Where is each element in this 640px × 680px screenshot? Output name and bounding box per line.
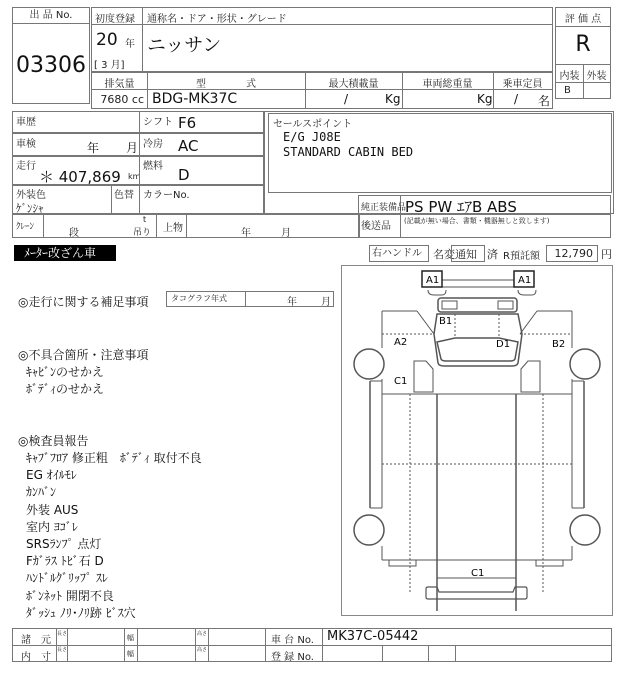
divider [186, 215, 187, 237]
inspection-label: 車検 [16, 139, 36, 150]
shift-value: F6 [178, 114, 197, 132]
divider [265, 629, 266, 661]
divider [382, 645, 383, 661]
divider [245, 292, 246, 306]
fuel-value: D [178, 166, 190, 184]
divider [455, 645, 456, 661]
sales-point-box [268, 113, 612, 193]
rear-light-right [536, 560, 563, 566]
max-load-unit: Kg [385, 92, 401, 106]
wheel-front-right [570, 349, 600, 379]
inspector-report-item: ﾀﾞｯｼｭ ﾉﾘ･ﾉﾘ跡 ﾋﾞｽ穴 [26, 605, 136, 620]
model-code: BDG-MK37C [152, 91, 238, 107]
lot-number: 03306 [16, 53, 86, 78]
divider [400, 215, 401, 237]
defect-item: ｷｬﾋﾞﾝのせかえ [26, 365, 105, 379]
defects-title: ◎不具合箇所・注意事項 [18, 348, 149, 362]
color-change-label: 色替 [114, 190, 134, 201]
crane-row [12, 214, 360, 238]
ac-value: AC [178, 137, 199, 155]
roof-light-right [498, 301, 513, 309]
sales-point-line: STANDARD CABIN BED [283, 145, 414, 159]
car-name: ニッサン [147, 34, 222, 56]
damage-diagram-frame [341, 265, 613, 616]
inner-dimensions-label: 内 寸 [21, 652, 51, 663]
panel-edge [417, 311, 434, 334]
width-label: 幅 [127, 650, 134, 658]
fuel-label: 燃料 [143, 161, 163, 172]
capacity-value: / [514, 92, 519, 106]
history-cell [12, 111, 140, 133]
ac-label: 冷房 [143, 139, 163, 150]
vehicle-name-box [91, 7, 553, 72]
grade-box [555, 7, 611, 99]
damage-mark: B1 [439, 316, 453, 327]
step-right [521, 361, 540, 392]
panel-edge [520, 311, 537, 334]
year-unit: 年 [125, 39, 135, 50]
divider [124, 629, 125, 661]
divider [43, 215, 44, 237]
cab-roof [438, 298, 517, 312]
divider [137, 629, 138, 661]
divider [556, 82, 610, 83]
wheel-front-left [354, 349, 384, 379]
divider [556, 26, 610, 27]
height-label: 高さ [197, 647, 208, 653]
mileage-unit: km [128, 172, 141, 181]
inspection-year: 年 [87, 141, 100, 155]
exterior-label: 外装 [586, 71, 607, 82]
first-registration-year: 20 [96, 30, 118, 50]
history-label: 車歴 [16, 117, 36, 128]
ac-cell [139, 133, 264, 156]
capacity-label: 乗車定員 [502, 79, 543, 90]
max-load-value: / [344, 92, 349, 106]
divider [428, 645, 429, 661]
wheel-rear-left [354, 515, 384, 545]
inspector-report-item: EG ｵｲﾙﾓﾚ [26, 468, 77, 483]
sales-point-label: セールスポイント [273, 119, 353, 130]
roof-light-left [442, 301, 457, 309]
damage-mark: A2 [394, 337, 408, 348]
first-registration-month: [ 3 月] [94, 60, 125, 71]
vehicle-name-label: 通称名・ドア・形状・グレード [147, 14, 287, 25]
divider [195, 629, 196, 661]
recycle-deposit-label: R預託額 [503, 251, 540, 262]
later-items-label: 後送品 [361, 221, 391, 232]
crane-label: ｸﾚｰﾝ [16, 222, 35, 232]
inspector-report-item: 室内 ﾖｺﾞﾚ [26, 519, 78, 534]
driving-notes-title: ◎走行に関する補足事項 [18, 295, 149, 309]
mileage-cell [12, 156, 140, 185]
model-label: 型 式 [196, 79, 256, 90]
inspection-cell [12, 133, 140, 156]
registration-number-label: 登 録 No. [271, 652, 314, 663]
inspection-month: 月 [126, 141, 139, 155]
interior-label: 内装 [559, 71, 580, 82]
grade-label: 評 価 点 [564, 14, 602, 25]
damage-mark: C1 [471, 568, 485, 579]
gross-weight-unit: Kg [477, 92, 493, 106]
crane-tonnage-unit: t [143, 215, 147, 224]
inspector-report-item: Fｶﾞﾗｽ ﾄﾋﾞ石 D [26, 554, 104, 569]
right-hand-drive-badge: 右ハンドル [369, 245, 429, 262]
wheel-rear-right [570, 515, 600, 545]
meter-tampered-badge: ﾒｰﾀｰ改ざん車 [14, 245, 116, 261]
spec-dimensions-label: 諸 元 [21, 635, 51, 646]
first-registration-label: 初度登録 [95, 14, 135, 25]
recycle-deposit-amount: 12,790 [546, 245, 598, 262]
shift-label: シフト [143, 117, 173, 128]
damage-mark: C1 [394, 376, 408, 387]
damage-mark: D1 [496, 339, 511, 350]
name-change-label: 名変通知 [433, 248, 477, 261]
inspector-report-item: 外装 AUS [26, 502, 79, 517]
divider [208, 629, 209, 661]
inspector-report-item: ﾎﾞﾝﾈｯﾄ 開閉不良 [26, 588, 114, 603]
inspector-report-item: SRSﾗﾝﾌﾟ 点灯 [26, 537, 102, 551]
crane-lift-label: 吊り [133, 228, 152, 238]
color-label: 外装色 [16, 190, 46, 201]
truck-diagram [342, 266, 612, 615]
color-change-cell [111, 185, 140, 214]
damage-mark: A1 [518, 275, 532, 286]
grade-score: R [575, 32, 591, 57]
rear-light-left [389, 560, 416, 566]
tachograph-label: タコグラフ年式 [171, 294, 227, 303]
fuel-cell [139, 156, 264, 185]
length-label: 長さ [57, 631, 68, 637]
body-year: 年 [241, 228, 251, 239]
damage-mark: B2 [552, 339, 566, 350]
divider [156, 215, 157, 237]
body-month: 月 [281, 228, 291, 239]
defect-item: ﾎﾞﾃﾞｨのせかえ [26, 382, 105, 396]
equipment-label: 純正装備品 [361, 203, 407, 213]
inspector-report-title: ◎検査員報告 [18, 434, 89, 448]
displacement-label: 排気量 [104, 79, 135, 90]
shift-cell [139, 111, 264, 133]
divider [322, 629, 323, 661]
sales-point-line: E/G J08E [283, 130, 341, 144]
displacement: 7680 cc [100, 93, 144, 106]
gross-weight-label: 車両総重量 [422, 79, 473, 90]
chassis-number-label: 車 台 No. [271, 635, 314, 646]
recycle-paid-mark: 済 [487, 248, 498, 261]
divider [67, 629, 68, 661]
rear-bumper [426, 587, 527, 599]
color-number-label: カラーNo. [143, 190, 190, 201]
tachograph-month: 月 [321, 297, 331, 308]
width-label: 幅 [127, 634, 134, 642]
tachograph-year: 年 [287, 297, 297, 308]
capacity-unit: 名 [538, 94, 551, 108]
yen-unit: 円 [601, 248, 612, 261]
body-label: 上物 [163, 223, 183, 234]
mileage-label: 走行 [16, 161, 36, 172]
inspector-report-item: ｷｬﾌﾞﾌﾛｱ 修正粗 ﾎﾞﾃﾞｨ 取付不良 [26, 451, 202, 465]
later-items-row [358, 214, 611, 238]
divider [142, 8, 143, 71]
spec-row [91, 72, 553, 109]
name-change-box [451, 245, 485, 262]
inspector-report-item: ｶﾝﾊﾞﾝ [26, 485, 57, 500]
dimensions-table [12, 628, 612, 662]
lot-number-box [12, 7, 90, 104]
height-label: 高さ [197, 631, 208, 637]
interior-grade: B [564, 85, 571, 96]
length-label: 長さ [57, 647, 68, 653]
equipment-value: PS PW ｴｱB ABS [405, 198, 517, 216]
chassis-number: MK37C-05442 [327, 629, 419, 644]
lot-number-label: 出 品 No. [13, 8, 89, 24]
mirror-left [428, 290, 446, 295]
crane-stage: 段 [69, 228, 79, 239]
damage-mark: A1 [426, 275, 440, 286]
tachograph-box [166, 291, 334, 307]
mileage-value: ＊ 407,869 [39, 168, 121, 186]
max-load-label: 最大積載量 [328, 79, 379, 90]
color-value: ｹﾞﾝｼｬ [16, 202, 44, 215]
step-left [414, 361, 433, 392]
equipment-row [358, 195, 611, 215]
later-items-note: (記載が無い場合、書類・機器無しと致します) [404, 217, 550, 225]
color-number-cell [139, 185, 264, 214]
mirror-right [518, 290, 536, 295]
inspector-report-item: ﾊﾝﾄﾞﾙｸﾞﾘｯﾌﾟ ｽﾚ [26, 571, 108, 586]
color-cell [12, 185, 112, 214]
